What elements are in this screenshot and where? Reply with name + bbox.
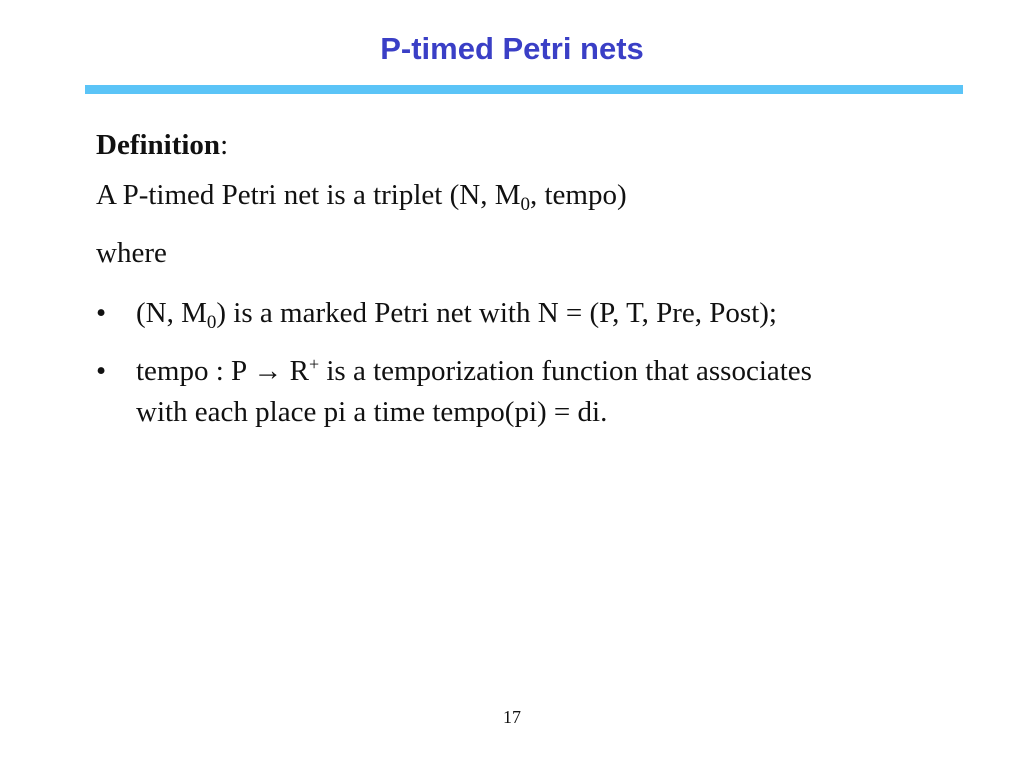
bullet-text-line-2: with each place pi a time tempo(pi) = di. xyxy=(136,396,608,428)
triplet-subscript: 0 xyxy=(520,194,530,215)
bullet-superscript: + xyxy=(308,354,320,374)
slide-title: P-timed Petri nets xyxy=(380,31,644,66)
where-text: where xyxy=(96,237,167,269)
bullet-icon: • xyxy=(96,297,107,329)
bullet-text-end: is a temporization function that associates xyxy=(319,355,812,387)
definition-bullet-list xyxy=(96,293,966,433)
bullet-text-end: ) is a marked Petri net with N = (P, T, Pre, Post); xyxy=(216,297,777,329)
definition-colon: : xyxy=(220,129,229,161)
bullet-text-start: tempo : P → R xyxy=(136,355,309,387)
bullet-icon: • xyxy=(96,355,107,387)
slide-content xyxy=(96,125,966,433)
triplet-text-end: , tempo) xyxy=(529,179,627,211)
bullet-text-line-1 xyxy=(136,351,966,392)
bullet-item-marked-net xyxy=(96,293,966,334)
bullet-subscript: 0 xyxy=(206,312,217,333)
page-number: 17 xyxy=(503,707,521,727)
definition-heading xyxy=(96,125,966,165)
title-divider xyxy=(85,85,963,94)
triplet-text: A P-timed Petri net is a triplet (N, M xyxy=(96,179,521,211)
bullet-item-tempo xyxy=(96,351,966,433)
bullet-text xyxy=(136,293,966,334)
definition-label: Definition xyxy=(96,129,221,161)
triplet-sentence xyxy=(96,177,966,213)
bullet-text-start: (N, M xyxy=(136,297,207,329)
